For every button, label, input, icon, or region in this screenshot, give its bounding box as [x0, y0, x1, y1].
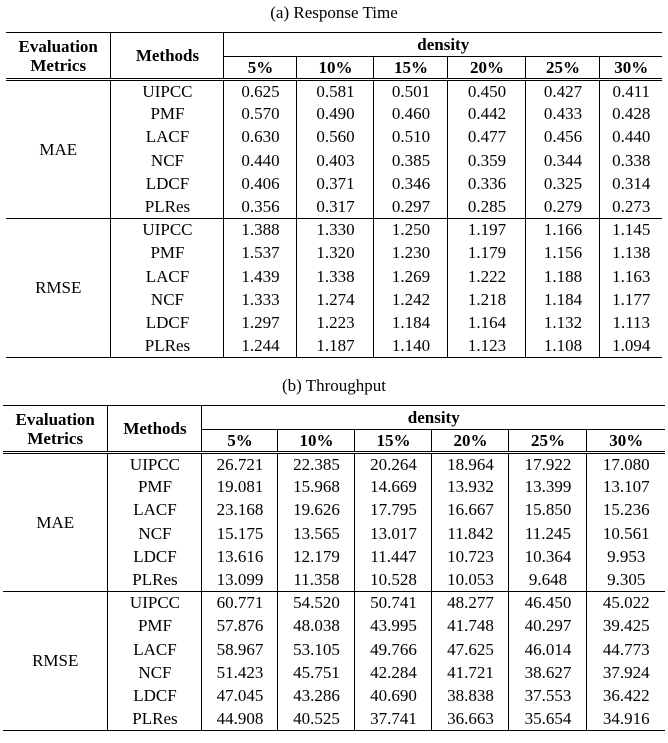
- table-caption: (a) Response Time: [270, 3, 398, 22]
- method-name: LACF: [111, 265, 224, 288]
- value-cell: 13.932: [432, 476, 509, 499]
- value-cell: 57.876: [202, 615, 278, 638]
- value-cell: 1.320: [297, 242, 374, 265]
- value-cell: 1.218: [448, 288, 526, 311]
- value-cell: 26.721: [202, 453, 278, 476]
- value-cell: 1.138: [600, 242, 662, 265]
- value-cell: 10.528: [355, 568, 432, 591]
- value-cell: 0.403: [297, 149, 374, 172]
- value-cell: 37.553: [509, 684, 587, 707]
- density-header-cell: 10%: [297, 57, 374, 80]
- value-cell: 0.371: [297, 172, 374, 195]
- value-cell: 10.561: [587, 522, 665, 545]
- value-cell: 15.850: [509, 499, 587, 522]
- value-cell: 49.766: [355, 638, 432, 661]
- method-name: LACF: [108, 638, 202, 661]
- table-row: [3, 453, 665, 476]
- method-name: LDCF: [108, 684, 202, 707]
- value-cell: 0.570: [224, 103, 297, 126]
- header-metric: Evaluation Metrics: [6, 33, 111, 80]
- metric-label: MAE: [3, 453, 108, 592]
- value-cell: 1.108: [526, 335, 600, 358]
- value-cell: 1.187: [297, 335, 374, 358]
- value-cell: 1.094: [600, 335, 662, 358]
- value-cell: 47.045: [202, 684, 278, 707]
- value-cell: 0.279: [526, 195, 600, 218]
- table-caption: (b) Throughput: [281, 376, 387, 395]
- density-header-cell: 15%: [374, 57, 448, 80]
- value-cell: 1.250: [374, 219, 448, 242]
- method-name: NCF: [111, 149, 224, 172]
- value-cell: 45.022: [587, 592, 665, 615]
- value-cell: 1.537: [224, 242, 297, 265]
- method-name: PMF: [111, 242, 224, 265]
- value-cell: 0.433: [526, 103, 600, 126]
- value-cell: 16.667: [432, 499, 509, 522]
- method-name: LACF: [111, 126, 224, 149]
- method-name: PLRes: [108, 708, 202, 731]
- value-cell: 37.741: [355, 708, 432, 731]
- value-cell: 0.440: [224, 149, 297, 172]
- method-name: PLRes: [111, 195, 224, 218]
- value-cell: 1.274: [297, 288, 374, 311]
- value-cell: 1.179: [448, 242, 526, 265]
- value-cell: 37.924: [587, 661, 665, 684]
- results-table: [3, 405, 665, 731]
- value-cell: 0.490: [297, 103, 374, 126]
- value-cell: 0.630: [224, 126, 297, 149]
- value-cell: 40.690: [355, 684, 432, 707]
- value-cell: 0.450: [448, 80, 526, 103]
- table-row: [6, 80, 662, 103]
- value-cell: 10.364: [509, 545, 587, 568]
- value-cell: 11.245: [509, 522, 587, 545]
- value-cell: 47.625: [432, 638, 509, 661]
- value-cell: 17.795: [355, 499, 432, 522]
- value-cell: 0.427: [526, 80, 600, 103]
- metric-label: RMSE: [6, 219, 111, 358]
- header-methods: Methods: [108, 406, 202, 453]
- value-cell: 0.456: [526, 126, 600, 149]
- value-cell: 13.565: [278, 522, 355, 545]
- value-cell: 0.385: [374, 149, 448, 172]
- value-cell: 53.105: [278, 638, 355, 661]
- metric-label: RMSE: [3, 592, 108, 731]
- method-name: NCF: [108, 661, 202, 684]
- value-cell: 60.771: [202, 592, 278, 615]
- metric-label: MAE: [6, 80, 111, 219]
- method-name: UIPCC: [111, 80, 224, 103]
- header-density: density: [202, 406, 665, 430]
- value-cell: 1.269: [374, 265, 448, 288]
- value-cell: 35.654: [509, 708, 587, 731]
- table-row: [3, 592, 665, 615]
- value-cell: 42.284: [355, 661, 432, 684]
- value-cell: 17.922: [509, 453, 587, 476]
- value-cell: 0.510: [374, 126, 448, 149]
- value-cell: 13.399: [509, 476, 587, 499]
- value-cell: 0.297: [374, 195, 448, 218]
- value-cell: 22.385: [278, 453, 355, 476]
- value-cell: 23.168: [202, 499, 278, 522]
- value-cell: 1.184: [526, 288, 600, 311]
- value-cell: 1.297: [224, 311, 297, 334]
- value-cell: 1.132: [526, 311, 600, 334]
- value-cell: 1.338: [297, 265, 374, 288]
- table-throughput: [0, 376, 668, 731]
- value-cell: 40.525: [278, 708, 355, 731]
- value-cell: 1.388: [224, 219, 297, 242]
- value-cell: 0.442: [448, 103, 526, 126]
- density-header-cell: 20%: [448, 57, 526, 80]
- value-cell: 39.425: [587, 615, 665, 638]
- value-cell: 15.236: [587, 499, 665, 522]
- value-cell: 20.264: [355, 453, 432, 476]
- method-name: UIPCC: [108, 453, 202, 476]
- value-cell: 1.439: [224, 265, 297, 288]
- value-cell: 1.113: [600, 311, 662, 334]
- density-header-cell: 30%: [587, 430, 665, 453]
- value-cell: 0.344: [526, 149, 600, 172]
- results-table: [6, 32, 662, 358]
- density-header-cell: 15%: [355, 430, 432, 453]
- value-cell: 1.242: [374, 288, 448, 311]
- value-cell: 0.625: [224, 80, 297, 103]
- value-cell: 19.626: [278, 499, 355, 522]
- value-cell: 0.440: [600, 126, 662, 149]
- value-cell: 1.140: [374, 335, 448, 358]
- value-cell: 13.017: [355, 522, 432, 545]
- header-methods: Methods: [111, 33, 224, 80]
- value-cell: 1.177: [600, 288, 662, 311]
- value-cell: 44.908: [202, 708, 278, 731]
- value-cell: 0.273: [600, 195, 662, 218]
- value-cell: 9.305: [587, 568, 665, 591]
- value-cell: 58.967: [202, 638, 278, 661]
- value-cell: 1.244: [224, 335, 297, 358]
- value-cell: 46.014: [509, 638, 587, 661]
- value-cell: 19.081: [202, 476, 278, 499]
- density-header-cell: 25%: [509, 430, 587, 453]
- density-header-cell: 20%: [432, 430, 509, 453]
- value-cell: 13.099: [202, 568, 278, 591]
- value-cell: 12.179: [278, 545, 355, 568]
- value-cell: 11.842: [432, 522, 509, 545]
- value-cell: 15.968: [278, 476, 355, 499]
- value-cell: 0.428: [600, 103, 662, 126]
- value-cell: 48.277: [432, 592, 509, 615]
- header-density: density: [224, 33, 662, 57]
- value-cell: 43.286: [278, 684, 355, 707]
- method-name: PLRes: [108, 568, 202, 591]
- value-cell: 1.184: [374, 311, 448, 334]
- value-cell: 0.560: [297, 126, 374, 149]
- density-header-cell: 25%: [526, 57, 600, 80]
- value-cell: 0.581: [297, 80, 374, 103]
- value-cell: 1.145: [600, 219, 662, 242]
- value-cell: 0.406: [224, 172, 297, 195]
- value-cell: 1.230: [374, 242, 448, 265]
- method-name: LACF: [108, 499, 202, 522]
- value-cell: 14.669: [355, 476, 432, 499]
- value-cell: 45.751: [278, 661, 355, 684]
- value-cell: 1.188: [526, 265, 600, 288]
- value-cell: 9.648: [509, 568, 587, 591]
- value-cell: 0.336: [448, 172, 526, 195]
- method-name: UIPCC: [108, 592, 202, 615]
- method-name: PMF: [111, 103, 224, 126]
- value-cell: 9.953: [587, 545, 665, 568]
- value-cell: 10.053: [432, 568, 509, 591]
- value-cell: 1.333: [224, 288, 297, 311]
- value-cell: 0.338: [600, 149, 662, 172]
- value-cell: 15.175: [202, 522, 278, 545]
- value-cell: 36.422: [587, 684, 665, 707]
- method-name: UIPCC: [111, 219, 224, 242]
- value-cell: 0.314: [600, 172, 662, 195]
- value-cell: 1.164: [448, 311, 526, 334]
- value-cell: 11.447: [355, 545, 432, 568]
- value-cell: 44.773: [587, 638, 665, 661]
- value-cell: 38.838: [432, 684, 509, 707]
- value-cell: 0.460: [374, 103, 448, 126]
- value-cell: 50.741: [355, 592, 432, 615]
- value-cell: 0.317: [297, 195, 374, 218]
- method-name: PMF: [108, 615, 202, 638]
- value-cell: 0.285: [448, 195, 526, 218]
- value-cell: 48.038: [278, 615, 355, 638]
- value-cell: 46.450: [509, 592, 587, 615]
- method-name: NCF: [111, 288, 224, 311]
- value-cell: 0.356: [224, 195, 297, 218]
- value-cell: 1.222: [448, 265, 526, 288]
- value-cell: 1.330: [297, 219, 374, 242]
- value-cell: 13.616: [202, 545, 278, 568]
- density-header-cell: 5%: [202, 430, 278, 453]
- value-cell: 54.520: [278, 592, 355, 615]
- value-cell: 0.477: [448, 126, 526, 149]
- value-cell: 0.359: [448, 149, 526, 172]
- value-cell: 34.916: [587, 708, 665, 731]
- value-cell: 41.721: [432, 661, 509, 684]
- value-cell: 43.995: [355, 615, 432, 638]
- value-cell: 0.411: [600, 80, 662, 103]
- method-name: PMF: [108, 476, 202, 499]
- value-cell: 1.166: [526, 219, 600, 242]
- method-name: PLRes: [111, 335, 224, 358]
- value-cell: 1.123: [448, 335, 526, 358]
- value-cell: 1.156: [526, 242, 600, 265]
- method-name: LDCF: [111, 311, 224, 334]
- value-cell: 11.358: [278, 568, 355, 591]
- method-name: NCF: [108, 522, 202, 545]
- density-header-cell: 10%: [278, 430, 355, 453]
- value-cell: 0.346: [374, 172, 448, 195]
- value-cell: 1.163: [600, 265, 662, 288]
- value-cell: 10.723: [432, 545, 509, 568]
- value-cell: 41.748: [432, 615, 509, 638]
- method-name: LDCF: [111, 172, 224, 195]
- value-cell: 1.197: [448, 219, 526, 242]
- header-metric: Evaluation Metrics: [3, 406, 108, 453]
- value-cell: 36.663: [432, 708, 509, 731]
- table-response-time: [0, 3, 668, 358]
- method-name: LDCF: [108, 545, 202, 568]
- density-header-cell: 30%: [600, 57, 662, 80]
- value-cell: 0.325: [526, 172, 600, 195]
- value-cell: 13.107: [587, 476, 665, 499]
- density-header-cell: 5%: [224, 57, 297, 80]
- value-cell: 18.964: [432, 453, 509, 476]
- value-cell: 51.423: [202, 661, 278, 684]
- value-cell: 40.297: [509, 615, 587, 638]
- value-cell: 0.501: [374, 80, 448, 103]
- value-cell: 17.080: [587, 453, 665, 476]
- value-cell: 38.627: [509, 661, 587, 684]
- value-cell: 1.223: [297, 311, 374, 334]
- table-row: [6, 219, 662, 242]
